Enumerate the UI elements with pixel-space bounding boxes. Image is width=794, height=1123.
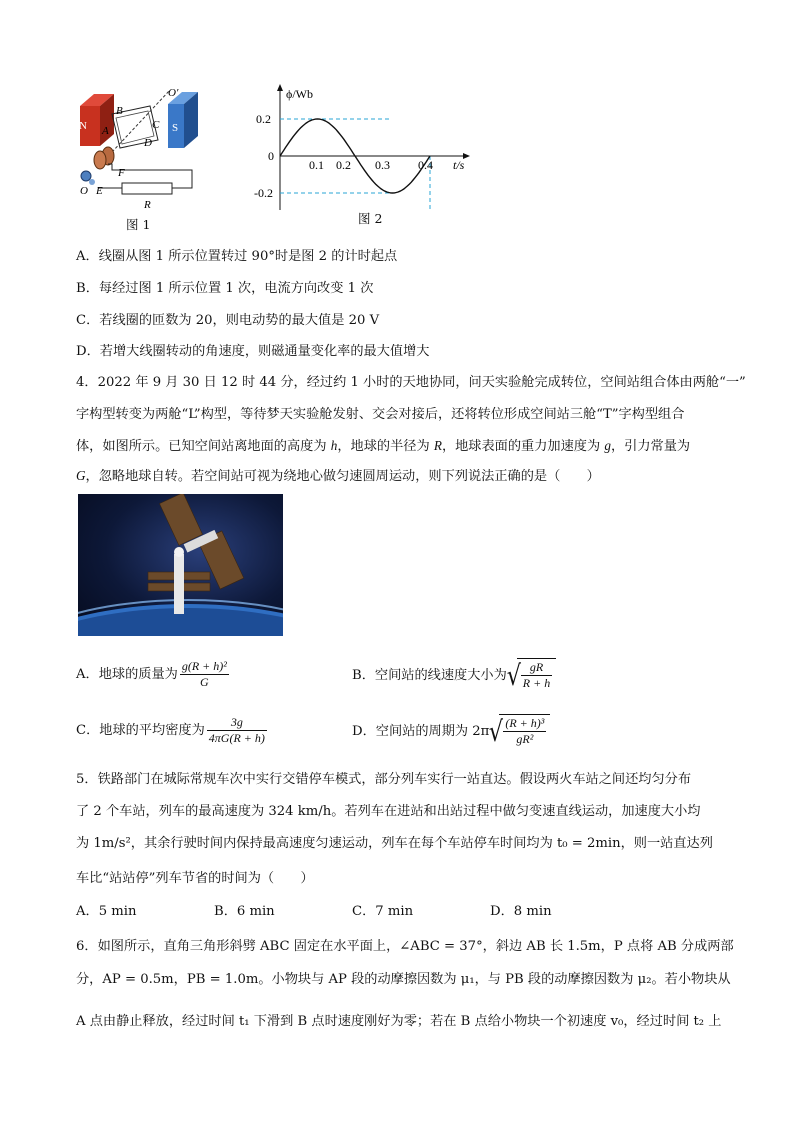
label-F: F bbox=[118, 167, 125, 179]
q4-line-4: G，忽略地球自转。若空间站可视为绕地心做匀速圆周运动，则下列说法正确的是（ ） bbox=[76, 468, 600, 484]
q5-option-b: B．6 min bbox=[214, 904, 275, 919]
q4-line-3: 体，如图所示。已知空间站离地面的高度为 h，地球的半径为 R，地球表面的重力加速度为 g，引力常量为 bbox=[76, 438, 691, 454]
figure-1-caption: 图 1 bbox=[126, 217, 151, 232]
label-D: D bbox=[144, 137, 152, 149]
label-R: R bbox=[144, 199, 151, 211]
q4-option-c: C．地球的平均密度为 $\frac{3g}{4\pi G(R + h)}$ bbox=[76, 715, 265, 745]
label-O: O bbox=[80, 185, 88, 197]
q4-option-b: B．空间站的线速度大小为 √ $\frac{gR}{R + h}$ bbox=[352, 658, 556, 693]
label-Oprime: O′ bbox=[168, 87, 179, 99]
xtick-0.3: 0.3 bbox=[375, 158, 390, 172]
q6-line-1: 6．如图所示，直角三角形斜劈 ABC 固定在水平面上，∠ABC = 37°，斜边 AB 长 1.5m，P 点将 AB 分成两部 bbox=[76, 939, 734, 954]
q5-line-3: 为 1m/s²，其余行驶时间内保持最高速度匀速运动，列车在每个车站停车时间均为 t₀ = 2min，则一站直达列 bbox=[76, 836, 713, 851]
q5-line-4: 车比“站站停”列车节省的时间为（ ） bbox=[76, 871, 314, 886]
q5-option-c: C．7 min bbox=[352, 904, 414, 919]
ytick-0.2: 0.2 bbox=[256, 112, 271, 126]
q5-option-d: D．8 min bbox=[490, 904, 552, 919]
label-S: S bbox=[172, 122, 179, 134]
q5-line-2: 了 2 个车站，列车的最高速度为 324 km/h。若列车在进站和出站过程中做匀变速直线运动，加速度大小均 bbox=[76, 804, 701, 819]
q3-option-a: A．线圈从图 1 所示位置转过 90°时是图 2 的计时起点 bbox=[76, 249, 398, 264]
xtick-0.4: 0.4 bbox=[418, 158, 433, 172]
q5-option-a: A．5 min bbox=[76, 904, 137, 919]
space-station-photo bbox=[78, 494, 283, 636]
origin-label: 0 bbox=[268, 149, 274, 163]
figure-2-caption: 图 2 bbox=[358, 211, 383, 226]
figure-1-generator bbox=[72, 84, 212, 214]
label-B: B bbox=[116, 105, 123, 117]
q3-option-b: B．每经过图 1 所示位置 1 次，电流方向改变 1 次 bbox=[76, 281, 374, 296]
q4-line-2: 字构型转变为两舱“L”构型，等待梦天实验舱发射、交会对接后，还将转位形成空间站三舱“T”字构型组合 bbox=[76, 407, 685, 422]
q3-option-c: C．若线圈的匝数为 20，则电动势的最大值是 20 V bbox=[76, 313, 380, 328]
xtick-0.1: 0.1 bbox=[309, 158, 324, 172]
q4-option-a: A．地球的质量为 $\frac{\text{g(R + h)²}}{G}$ bbox=[76, 659, 227, 689]
q4-line-1: 4．2022 年 9 月 30 日 12 时 44 分，经过约 1 小时的天地协同，问天实验舱完成转位，空间站组合体由两舱“一” bbox=[76, 375, 746, 390]
label-C: C bbox=[152, 119, 160, 131]
figure-2-flux-graph bbox=[250, 80, 480, 220]
q5-line-1: 5．铁路部门在城际常规车次中实行交错停车模式，部分列车实行一站直达。假设两火车站之间还均匀分布 bbox=[76, 772, 692, 787]
label-A: A bbox=[102, 125, 109, 137]
q4-option-d: D．空间站的周期为 2π √ $\frac{\text{(R + h)³}}{\text{gR²}}$ bbox=[352, 714, 550, 749]
x-axis-label: t/s bbox=[453, 158, 465, 172]
xtick-0.2: 0.2 bbox=[336, 158, 351, 172]
label-N: N bbox=[79, 120, 87, 132]
q3-option-d: D．若增大线圈转动的角速度，则磁通量变化率的最大值增大 bbox=[76, 344, 430, 359]
label-E: E bbox=[96, 185, 103, 197]
q6-line-3: A 点由静止释放，经过时间 t₁ 下滑到 B 点时速度刚好为零；若在 B 点给小物块一个初速度 v₀，经过时间 t₂ 上 bbox=[76, 1014, 722, 1029]
q6-line-2: 分，AP = 0.5m，PB = 1.0m。小物块与 AP 段的动摩擦因数为 μ₁，与 PB 段的动摩擦因数为 μ₂。若小物块从 bbox=[76, 972, 731, 987]
y-axis-label: ϕ/Wb bbox=[286, 87, 313, 101]
ytick--0.2: -0.2 bbox=[254, 186, 273, 200]
